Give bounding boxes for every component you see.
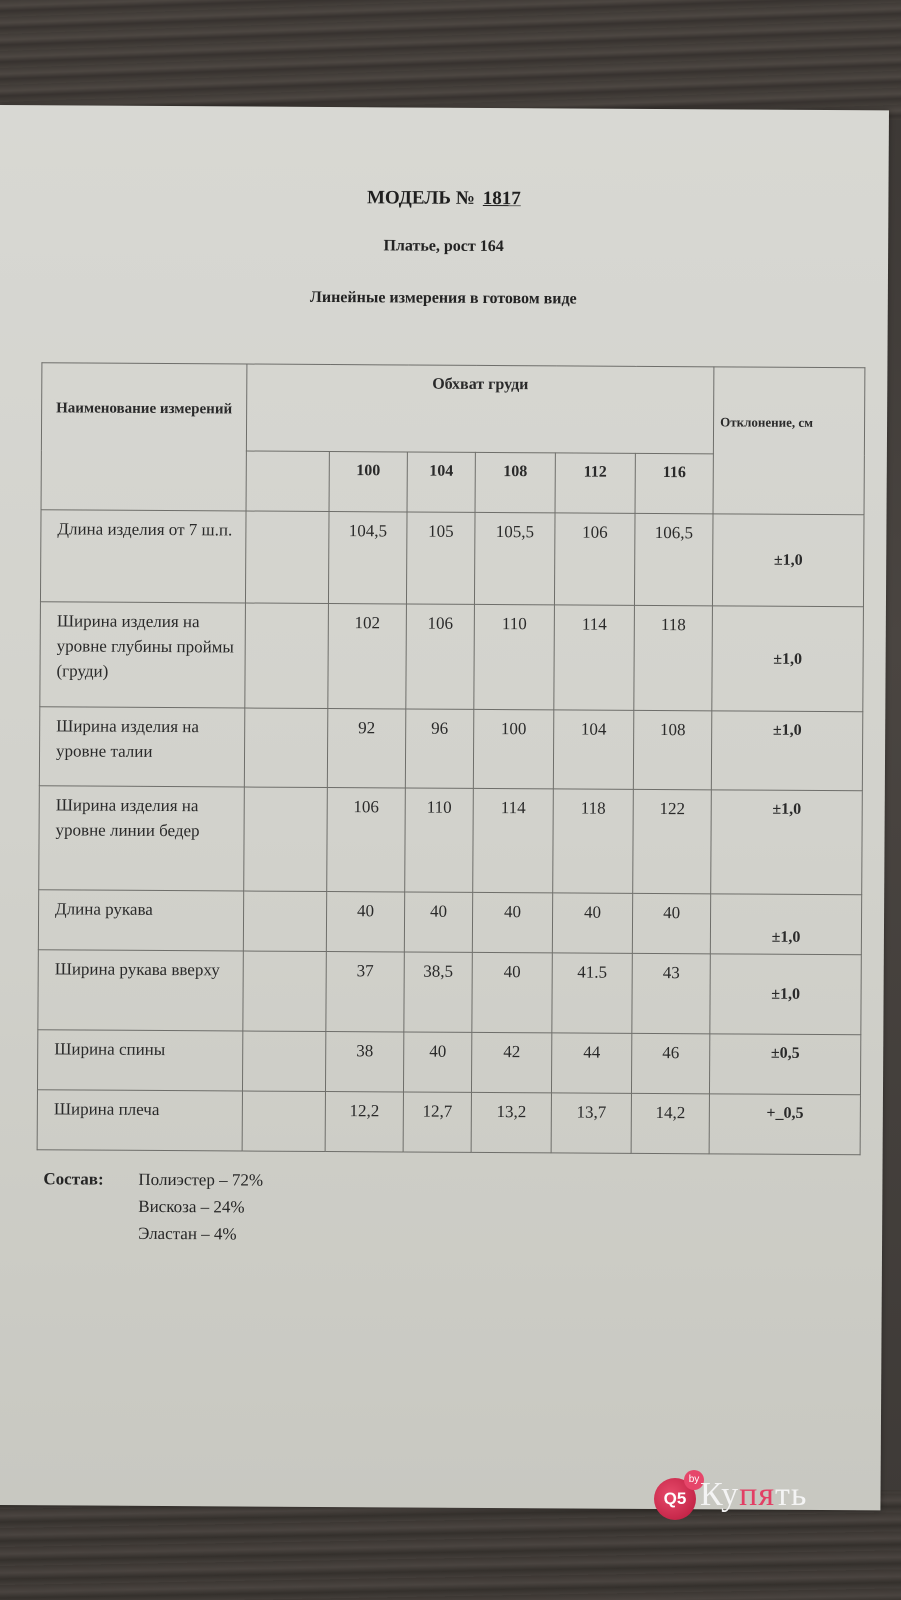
size-header: 116	[635, 453, 713, 513]
size-header: 100	[329, 452, 407, 512]
value-cell: 96	[405, 709, 473, 788]
value-cell: 100	[473, 709, 553, 788]
paper-sheet	[0, 105, 889, 1510]
value-cell: 37	[326, 952, 404, 1032]
value-cell: 42	[471, 1032, 551, 1092]
composition-line: Эластан – 4%	[138, 1223, 237, 1244]
value-cell: 13,7	[551, 1093, 631, 1153]
measurement-name: Ширина изделия на уровне глубины проймы (груди)	[40, 602, 246, 708]
value-cell: 104	[553, 710, 633, 789]
measurement-name: Ширина спины	[37, 1030, 242, 1091]
model-label: МОДЕЛЬ №	[366, 187, 475, 209]
value-cell: 38,5	[404, 952, 472, 1032]
value-cell: 40	[552, 893, 632, 953]
header-measurement-name: Наименование измерений	[41, 363, 247, 511]
value-cell: 40	[403, 1032, 471, 1092]
value-cell: 12,2	[325, 1092, 403, 1152]
empty-cell	[244, 708, 327, 788]
size-header: 104	[407, 452, 475, 512]
composition-line: Вискоза – 24%	[138, 1196, 245, 1217]
logo-q5-icon: Q5	[654, 1478, 696, 1520]
document-heading: Линейные измерения в готовом виде	[309, 288, 577, 308]
empty-cell	[244, 787, 328, 892]
deviation-cell: ±0,5	[710, 1034, 861, 1095]
document-title	[0, 185, 888, 212]
measurement-name: Ширина изделия на уровне талии	[39, 707, 244, 787]
table-row	[40, 602, 864, 712]
composition-label: Состав:	[43, 1169, 104, 1189]
value-cell: 105,5	[474, 512, 555, 604]
value-cell: 14,2	[631, 1093, 709, 1153]
value-cell: 114	[473, 788, 554, 892]
table-row	[37, 1090, 860, 1155]
value-cell: 105	[406, 512, 475, 604]
empty-cell	[242, 1091, 325, 1152]
value-cell: 40	[326, 892, 404, 952]
value-cell: 40	[472, 892, 552, 952]
value-cell: 41.5	[552, 953, 632, 1033]
size-header: 108	[475, 452, 555, 512]
value-cell: 110	[474, 604, 555, 709]
deviation-cell: ±1,0	[710, 894, 861, 955]
value-cell: 106	[327, 788, 406, 892]
size-header: 112	[555, 453, 635, 513]
value-cell: 118	[553, 789, 634, 893]
measurement-name: Длина рукава	[38, 890, 243, 951]
empty-cell	[245, 603, 329, 709]
header-chest-girth: Обхват груди	[246, 364, 714, 454]
value-cell: 13,2	[471, 1092, 551, 1152]
logo-brand-highlight: пя	[739, 1476, 775, 1513]
measurement-name: Ширина рукава вверху	[38, 950, 243, 1031]
value-cell: 38	[325, 1032, 403, 1092]
table-surface-top	[0, 0, 901, 120]
logo-brand-part: ть	[774, 1476, 808, 1513]
value-cell: 122	[633, 789, 712, 893]
value-cell: 114	[554, 605, 635, 710]
value-cell: 106	[554, 513, 635, 605]
value-cell: 12,7	[403, 1092, 471, 1152]
table-row	[39, 707, 863, 791]
deviation-cell: ±1,0	[711, 711, 862, 791]
value-cell: 106,5	[634, 513, 713, 605]
value-cell: 92	[327, 709, 405, 788]
value-cell: 106	[406, 604, 475, 709]
deviation-cell: ±1,0	[710, 954, 861, 1035]
logo-brand-text	[700, 1476, 807, 1514]
header-deviation: Отклонение, см	[713, 367, 865, 515]
logo-brand-part: Ку	[700, 1476, 740, 1513]
logo-by-badge: by	[684, 1470, 704, 1490]
value-cell: 118	[634, 605, 713, 710]
table-row	[38, 890, 861, 955]
value-cell: 110	[405, 788, 474, 892]
deviation-cell: ±1,0	[712, 606, 864, 712]
table-row	[37, 1030, 860, 1095]
empty-cell	[245, 511, 329, 604]
composition-list	[138, 1166, 263, 1248]
table-row	[38, 950, 862, 1035]
table-row	[40, 510, 864, 607]
measurement-name: Длина изделия от 7 ш.п.	[40, 510, 246, 603]
deviation-cell: ±1,0	[713, 514, 865, 607]
watermark-logo	[654, 1470, 894, 1530]
value-cell: 40	[632, 893, 710, 953]
value-cell: 44	[551, 1033, 631, 1093]
value-cell: 104,5	[328, 512, 407, 604]
value-cell: 108	[633, 710, 712, 789]
measurement-name: Ширина изделия на уровне линии бедер	[39, 786, 245, 891]
header-row-group	[41, 363, 865, 455]
deviation-cell: ±1,0	[711, 790, 863, 895]
value-cell: 43	[632, 953, 711, 1033]
value-cell: 40	[404, 892, 472, 952]
measurements-table	[37, 362, 866, 1155]
value-cell: 102	[328, 604, 407, 709]
header-empty-cell	[246, 451, 329, 512]
value-cell: 40	[472, 952, 552, 1032]
value-cell: 46	[631, 1033, 709, 1093]
document-subtitle: Платье, рост 164	[383, 237, 504, 256]
empty-cell	[243, 891, 326, 952]
composition-line: Полиэстер – 72%	[138, 1169, 264, 1190]
deviation-cell: +_0,5	[709, 1094, 860, 1155]
empty-cell	[243, 951, 326, 1032]
measurement-name: Ширина плеча	[37, 1090, 242, 1151]
empty-cell	[242, 1031, 325, 1092]
model-number: 1817	[482, 187, 521, 210]
table-row	[39, 786, 863, 895]
